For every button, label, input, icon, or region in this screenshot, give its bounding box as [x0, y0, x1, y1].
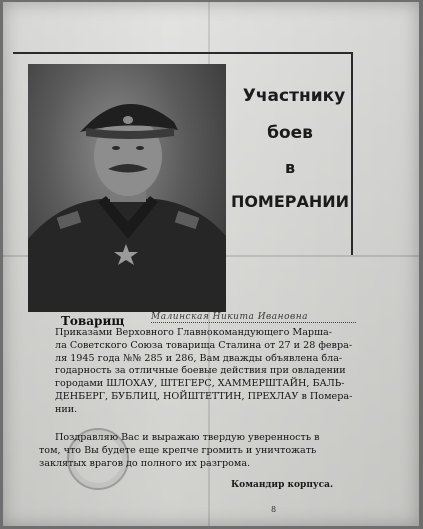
signature: Командир корпуса. [231, 480, 334, 490]
portrait-illustration [28, 64, 226, 312]
order-line: годарность за отличные боевые действия при овладении [55, 365, 346, 377]
congrats-paragraph [39, 432, 361, 470]
order-line: городами ШЛОХАУ, ШТЕГЕРС, ХАММЕРШТАЙН, БАЛЬ- [55, 378, 345, 390]
headline [227, 88, 353, 210]
order-line: ДЕНБЕРГ, БУБЛИЦ, НОЙШТЕТТИН, ПРЕХЛАУ в Помера- [55, 390, 353, 402]
headline-line-1: Участнику [242, 86, 346, 106]
congrats-line: заклятых врагов до полного их разгрома. [39, 457, 251, 469]
portrait-photo [28, 64, 226, 312]
leaflet-sheet [3, 2, 419, 526]
headline-line-2: боев [267, 123, 313, 143]
page-number: 8 [271, 505, 277, 514]
congrats-line: том, что Вы будете еще крепче громить и уничтожать [39, 444, 317, 456]
order-line: нии. [55, 403, 78, 415]
order-line: Приказами Верховного Главнокомандующего Марша- [55, 327, 332, 338]
headline-line-3: в [284, 158, 296, 177]
frame-top-rule [13, 52, 353, 54]
order-line: ла Советского Союза товарища Сталина от 27 и 28 февра- [55, 339, 353, 351]
greeting: Товарищ [61, 314, 125, 328]
congrats-line: Поздравляю Вас и выражаю твердую уверенность в [55, 432, 320, 443]
headline-line-4: ПОМЕРАНИИ [230, 192, 350, 211]
order-paragraph [39, 327, 361, 417]
order-line: ля 1945 года №№ 285 и 286, Вам дважды объявлена бла- [55, 352, 343, 364]
recipient-name-handwritten: Малинская Никита Ивановна [151, 312, 356, 323]
